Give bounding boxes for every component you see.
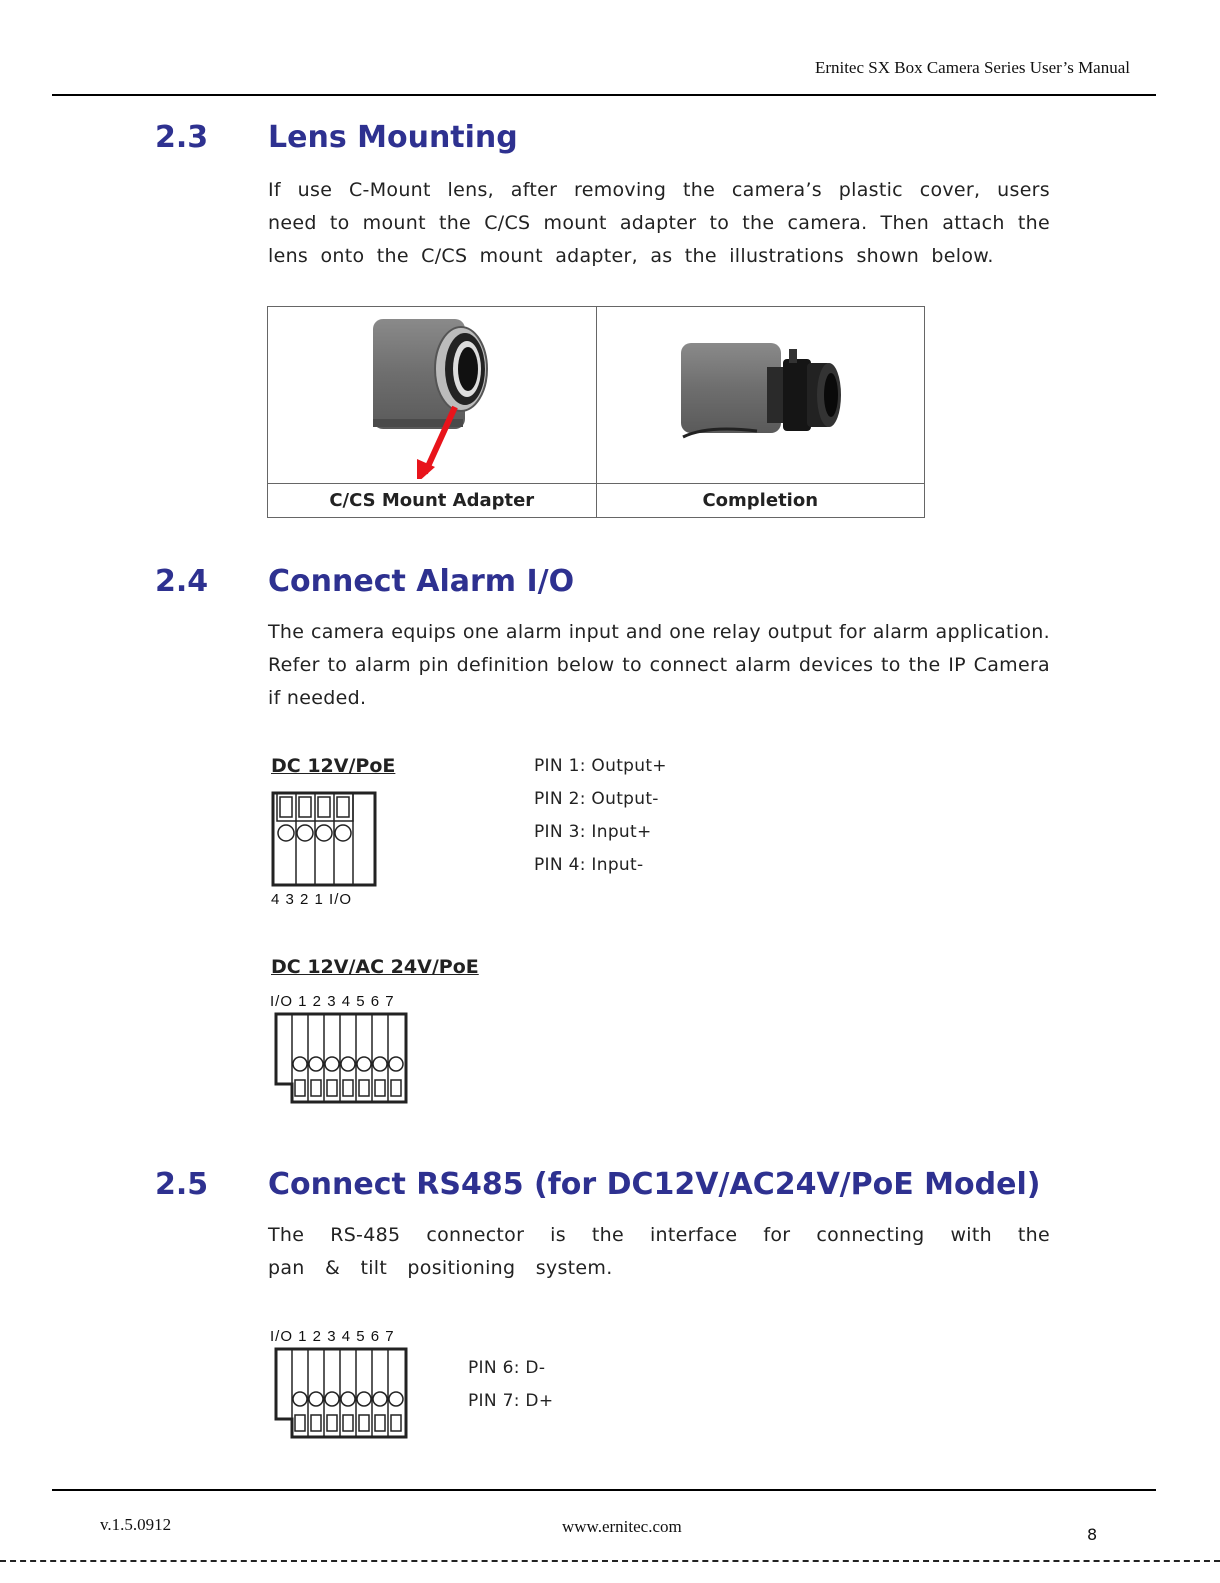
- caption-adapter: C/CS Mount Adapter: [268, 484, 597, 518]
- pin-definition: PIN 7: D+: [468, 1391, 554, 1411]
- connector-rs485-numbers: I/O 1 2 3 4 5 6 7: [270, 1328, 395, 1345]
- figure-cell-completion: [596, 307, 925, 484]
- section-2-4-title: Connect Alarm I/O: [268, 564, 575, 599]
- header-rule: [52, 94, 1156, 96]
- connector-dc12v-poe-label: DC 12V/PoE: [271, 755, 396, 777]
- connector-rs485-diagram: [270, 1328, 410, 1443]
- connector-7pin-diagram: [270, 993, 410, 1108]
- pin-definition: PIN 3: Input+: [534, 822, 652, 842]
- connector-7pin-numbers: I/O 1 2 3 4 5 6 7: [270, 993, 395, 1010]
- connector-4pin-numbers: 4 3 2 1 I/O: [271, 891, 353, 908]
- pin-definition: PIN 1: Output+: [534, 756, 667, 776]
- page-edge-divider: [0, 1560, 1220, 1562]
- alarm-pin-list: [534, 750, 667, 882]
- footer-rule: [52, 1489, 1156, 1491]
- page-number: 8: [1087, 1525, 1098, 1544]
- section-2-3-number: 2.3: [155, 120, 209, 155]
- camera-adapter-image: [269, 307, 595, 479]
- pin-definition: PIN 4: Input-: [534, 855, 644, 875]
- header-title: Ernitec SX Box Camera Series User’s Manual: [814, 58, 1130, 77]
- pin-definition: PIN 6: D-: [468, 1358, 546, 1378]
- figure-cell-adapter: [268, 307, 597, 484]
- section-2-5-number: 2.5: [155, 1167, 209, 1202]
- rs485-pin-list: [468, 1352, 553, 1418]
- footer-version: v.1.5.0912: [100, 1515, 172, 1534]
- section-2-5-title: Connect RS485 (for DC12V/AC24V/PoE Model): [268, 1167, 1041, 1202]
- section-2-3-paragraph: If use C-Mount lens, after removing the camera’s plastic cover, users need to mount the C/CS mount adapter to the camera. Then attach the lens onto the C/CS mount adapter, as the illustrations shown below.: [268, 179, 1050, 267]
- section-2-3-title: Lens Mounting: [268, 120, 518, 155]
- section-2-5-paragraph: The RS-485 connector is the interface for connecting with the pan & tilt positioning system.: [268, 1224, 1050, 1279]
- lens-figure-table: [267, 306, 925, 518]
- section-2-4-paragraph: The camera equips one alarm input and one relay output for alarm application. Refer to alarm pin definition below to connect alarm devices to the IP Camera if needed.: [268, 621, 1050, 709]
- pin-definition: PIN 2: Output-: [534, 789, 659, 809]
- section-2-4-number: 2.4: [155, 564, 209, 599]
- footer-website: www.ernitec.com: [562, 1517, 682, 1536]
- connector-4pin-diagram: [271, 789, 381, 909]
- camera-completion-image: [597, 307, 923, 479]
- connector-dc12v-ac24v-poe-label: DC 12V/AC 24V/PoE: [271, 956, 479, 978]
- caption-completion: Completion: [596, 484, 925, 518]
